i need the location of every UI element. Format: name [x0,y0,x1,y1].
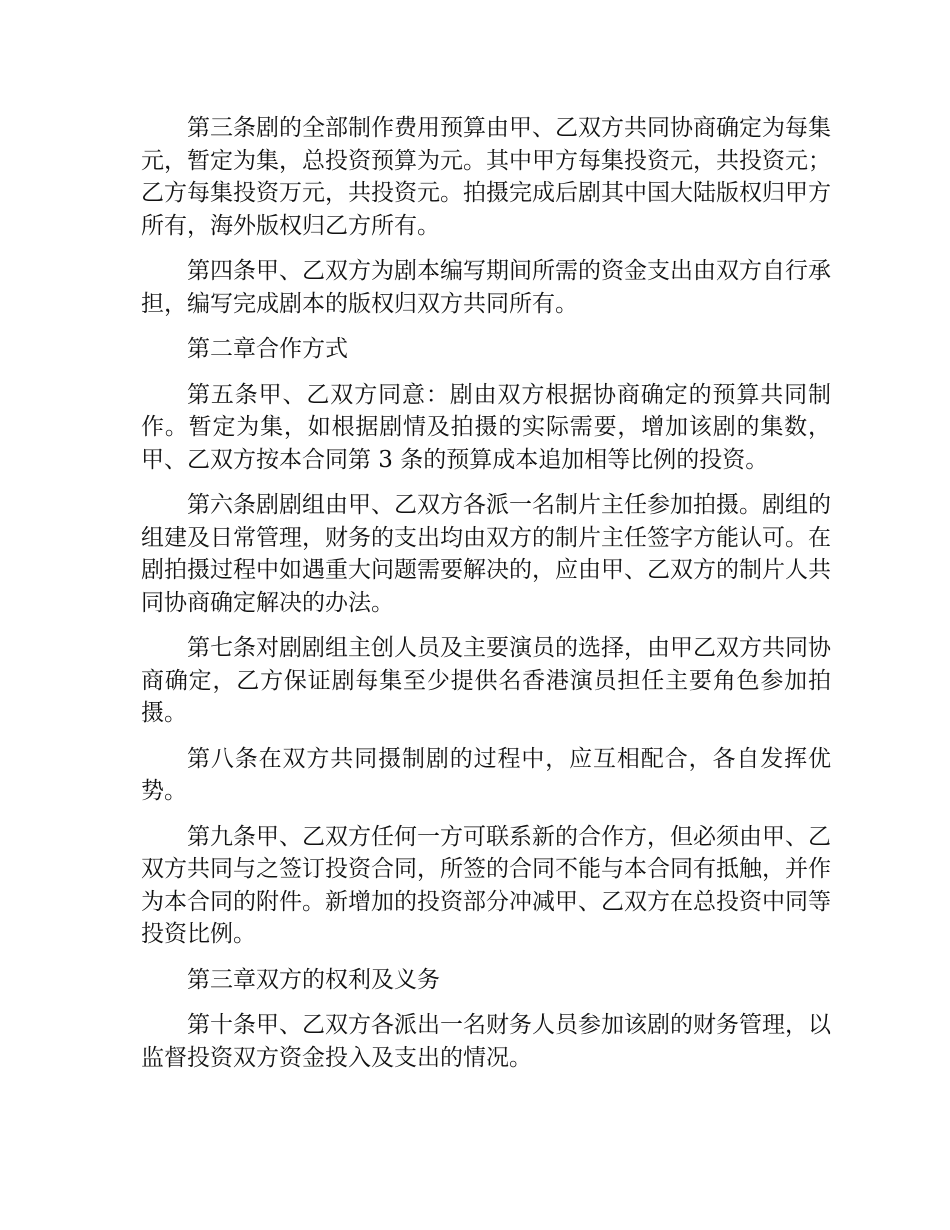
article-7-paragraph: 第七条对剧剧组主创人员及主要演员的选择，由甲乙双方共同协商确定，乙方保证剧每集至少提供名香港演员担任主要角色参加拍摄。 [141,635,831,726]
chapter-2-heading: 第二章合作方式 [187,336,348,362]
article-8-paragraph: 第八条在双方共同摄制剧的过程中，应互相配合，各自发挥优势。 [141,745,831,804]
document-body [141,112,831,1087]
article-4-paragraph: 第四条甲、乙双方为剧本编写期间所需的资金支出由双方自行承担，编写完成剧本的版权归双方共同所有。 [141,258,831,317]
article-9-paragraph: 第九条甲、乙双方任何一方可联系新的合作方，但必须由甲、乙双方共同与之签订投资合同，所签的合同不能与本合同有抵触，并作为本合同的附件。新增加的投资部分冲减甲、乙双方在总投资中同等投资比例。 [141,823,831,947]
article-3-paragraph: 第三条剧的全部制作费用预算由甲、乙双方共同协商确定为每集元，暂定为集，总投资预算为元。其中甲方每集投资元，共投资元；乙方每集投资万元，共投资元。拍摄完成后剧其中国大陆版权归甲方所有，海外版权归乙方所有。 [141,115,831,239]
chapter-3-heading: 第三章双方的权利及义务 [187,966,440,993]
article-5-paragraph: 第五条甲、乙双方同意：剧由双方根据协商确定的预算共同制作。暂定为集，如根据剧情及拍摄的实际需要，增加该剧的集数，甲、乙双方按本合同第 3 条的预算成本追加相等比例的投资。 [141,381,831,473]
article-6-paragraph: 第六条剧剧组由甲、乙双方各派一名制片主任参加拍摄。剧组的组建及日常管理，财务的支出均由双方的制片主任签字方能认可。在剧拍摄过程中如遇重大问题需要解决的，应由甲、乙双方的制片人共同协商确定解决的办法。 [141,492,831,616]
article-10-paragraph: 第十条甲、乙双方各派出一名财务人员参加该剧的财务管理，以监督投资双方资金投入及支出的情况。 [141,1012,831,1071]
